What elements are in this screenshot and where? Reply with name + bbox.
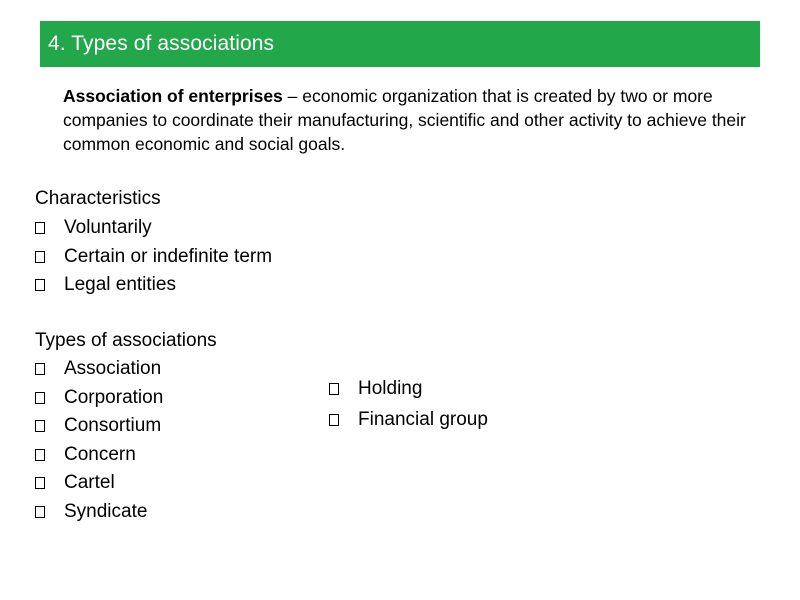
list-item-label: Cartel (64, 472, 115, 494)
list-item (35, 355, 163, 384)
list-item-label: Legal entities (64, 274, 176, 296)
square-bullet-icon (329, 383, 339, 395)
definition-term: Association of enterprises (63, 86, 283, 106)
list-item-label: Voluntarily (64, 217, 152, 239)
list-item-label: Concern (64, 443, 136, 465)
list-item-label: Association (64, 358, 162, 380)
list-item (35, 441, 163, 470)
slide-title: 4. Types of associations (48, 32, 275, 55)
list-item-label: Certain or indefinite term (64, 245, 273, 267)
square-bullet-icon (35, 449, 45, 461)
title-bar (40, 21, 760, 67)
list-item-label: Syndicate (64, 500, 148, 522)
list-item-label: Holding (358, 377, 423, 399)
square-bullet-icon (35, 363, 45, 375)
list-item-label: Corporation (64, 386, 164, 408)
list-item (329, 373, 488, 404)
list-item (35, 498, 163, 527)
list-item (35, 243, 272, 272)
characteristics-list (35, 214, 272, 300)
list-item (35, 469, 163, 498)
list-item (35, 271, 272, 300)
square-bullet-icon (329, 414, 339, 426)
types-heading: Types of associations (35, 330, 217, 351)
list-item-label: Consortium (64, 415, 162, 437)
list-item (35, 412, 163, 441)
square-bullet-icon (35, 477, 45, 489)
list-item (35, 384, 163, 413)
characteristics-heading: Characteristics (35, 188, 161, 209)
square-bullet-icon (35, 506, 45, 518)
square-bullet-icon (35, 279, 45, 291)
square-bullet-icon (35, 222, 45, 234)
square-bullet-icon (35, 420, 45, 432)
definition-text: – economic organization that is created by two or more companies to coordinate their manufacturing, scientific and other activity to achieve their common economic and social goals. (63, 86, 746, 154)
list-item-label: Financial group (358, 408, 488, 430)
list-item (35, 214, 272, 243)
types-list-right (329, 373, 488, 435)
square-bullet-icon (35, 251, 45, 263)
square-bullet-icon (35, 392, 45, 404)
definition-paragraph (63, 84, 775, 156)
types-list-left (35, 355, 163, 526)
list-item (329, 404, 488, 435)
